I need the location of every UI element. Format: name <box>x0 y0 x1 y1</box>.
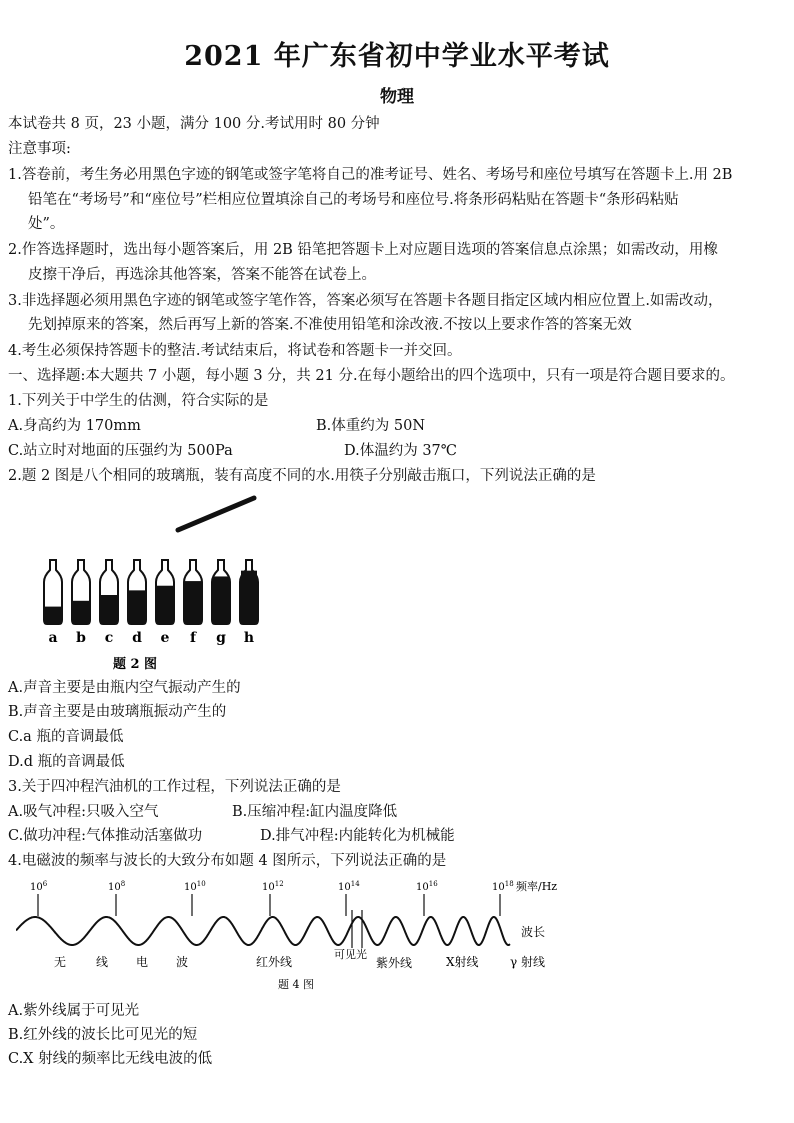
note-1-line-3: 处”。 <box>28 216 65 232</box>
q3-option-a: A.吸气冲程:只吸入空气 <box>8 804 159 820</box>
bottle-label-d: d <box>132 630 142 646</box>
freq-tick-exp-0: 6 <box>42 880 48 888</box>
q1-option-b: B.体重约为 50N <box>316 418 426 434</box>
figure-2-caption: 题 2 图 <box>112 657 158 672</box>
freq-tick-exp-4: 14 <box>350 880 360 888</box>
band-visible: 可见光 <box>334 948 367 961</box>
figure-2-bottles <box>30 490 290 680</box>
freq-tick-1: $10^8$ <box>108 880 126 893</box>
water-d <box>129 590 145 624</box>
chopstick <box>178 498 254 530</box>
figure-4-spectrum <box>16 876 596 996</box>
note-3-line-1: 3.非选择题必须用黑色字迹的钢笔或签字笔作答，答案必须写在答题卡各题目指定区域内相应位置上.如需改动， <box>8 293 723 309</box>
note-2-line-1: 2.作答选择题时，选出每小题答案后，用 2B 铅笔把答题卡上对应题目选项的答案信息点涂黑；如需改动，用橡 <box>8 242 718 258</box>
freq-tick-exp-5: 16 <box>428 880 438 888</box>
q1-option-a: A.身高约为 170mm <box>8 418 141 434</box>
water-g <box>213 576 229 624</box>
q2-option-b: B.声音主要是由玻璃瓶振动产生的 <box>8 704 227 720</box>
q2-option-c: C.a 瓶的音调最低 <box>8 729 124 745</box>
band-uv: 紫外线 <box>376 956 413 970</box>
q4-stem: 4.电磁波的频率与波长的大致分布如题 4 图所示，下列说法正确的是 <box>8 853 447 869</box>
notes-heading: 注意事项: <box>8 141 71 157</box>
water-h <box>241 571 257 624</box>
note-1-line-1: 1.答卷前，考生务必用黑色字迹的钢笔或签字笔将自己的准考证号、姓名、考场号和座位号填写在答题卡上.用 2B <box>8 167 733 183</box>
band-gamma: γ 射线 <box>510 955 545 969</box>
freq-tick-exp-1: 8 <box>120 880 126 888</box>
bottle-label-g: g <box>216 630 226 646</box>
frequency-unit-label: 频率/Hz <box>516 880 558 893</box>
band-radio-4: 波 <box>176 955 189 969</box>
band-radio-2: 线 <box>96 955 109 969</box>
section-1-heading: 一、选择题:本大题共 7 小题，每小题 3 分，共 21 分.在每小题给出的四个选项中，只有一项是符合题目要求的。 <box>8 368 735 384</box>
bottle-label-c: c <box>104 630 114 646</box>
water-e <box>157 586 173 624</box>
page-title: 2021 年广东省初中学业水平考试 <box>184 41 610 72</box>
freq-tick-exp-6: 18 <box>504 880 514 888</box>
band-radio-3: 电 <box>136 955 149 969</box>
freq-tick-5: $10^{16}$ <box>416 880 438 893</box>
q4-option-c: C.X 射线的频率比无线电波的低 <box>8 1051 213 1067</box>
q3-option-d: D.排气冲程:内能转化为机械能 <box>260 828 455 844</box>
freq-tick-3: $10^{12}$ <box>262 880 284 893</box>
note-2-line-2: 皮擦干净后，再选涂其他答案，答案不能答在试卷上。 <box>28 267 376 283</box>
note-4: 4.考生必须保持答题卡的整洁.考试结束后，将试卷和答题卡一并交回。 <box>8 343 462 359</box>
bottle-label-f: f <box>189 630 197 646</box>
wave-curve <box>16 917 510 945</box>
exam-info: 本试卷共 8 页，23 小题，满分 100 分.考试用时 80 分钟 <box>8 116 380 132</box>
freq-tick-exp-2: 10 <box>196 880 206 888</box>
q1-option-d: D.体温约为 37℃ <box>344 443 457 459</box>
bottle-label-e: e <box>160 630 170 646</box>
band-xray: X射线 <box>446 955 479 969</box>
band-radio-1: 无 <box>54 955 67 969</box>
wavelength-label: 波长 <box>521 925 546 939</box>
water-f <box>185 581 201 624</box>
freq-tick-6: $10^{18}$ <box>492 880 514 893</box>
freq-tick-4: $10^{14}$ <box>338 880 360 893</box>
q4-option-a: A.紫外线属于可见光 <box>8 1003 140 1019</box>
q3-option-c: C.做功冲程:气体推动活塞做功 <box>8 828 203 844</box>
bottle-label-b: b <box>76 630 86 646</box>
freq-tick-0: $10^6$ <box>30 880 48 893</box>
q3-option-b: B.压缩冲程:缸内温度降低 <box>232 804 398 820</box>
subject-title: 物理 <box>380 87 414 107</box>
bottle-label-a: a <box>48 630 58 646</box>
bottle-label-h: h <box>243 630 255 646</box>
q4-option-b: B.红外线的波长比可见光的短 <box>8 1027 198 1043</box>
q2-stem: 2.题 2 图是八个相同的玻璃瓶，装有高度不同的水.用筷子分别敲击瓶口，下列说法正确的是 <box>8 468 596 484</box>
figure-4-caption: 题 4 图 <box>278 978 314 991</box>
band-infrared: 红外线 <box>256 955 293 969</box>
q3-stem: 3.关于四冲程汽油机的工作过程，下列说法正确的是 <box>8 779 341 795</box>
freq-tick-2: $10^{10}$ <box>184 880 206 893</box>
note-1-line-2: 铅笔在“考场号”和“座位号”栏相应位置填涂自己的考场号和座位号.将条形码粘贴在答题卡“条形码粘贴 <box>28 192 679 208</box>
q1-stem: 1.下列关于中学生的估测，符合实际的是 <box>8 393 269 409</box>
water-b <box>73 601 89 624</box>
note-3-line-2: 先划掉原来的答案，然后再写上新的答案.不准使用铅笔和涂改液.不按以上要求作答的答案无效 <box>28 317 632 333</box>
q2-option-a: A.声音主要是由瓶内空气振动产生的 <box>8 680 241 696</box>
freq-tick-exp-3: 12 <box>274 880 284 888</box>
q1-option-c: C.站立时对地面的压强约为 500Pa <box>8 443 233 459</box>
water-a <box>45 607 61 624</box>
q2-option-d: D.d 瓶的音调最低 <box>8 754 125 770</box>
water-c <box>101 595 117 624</box>
